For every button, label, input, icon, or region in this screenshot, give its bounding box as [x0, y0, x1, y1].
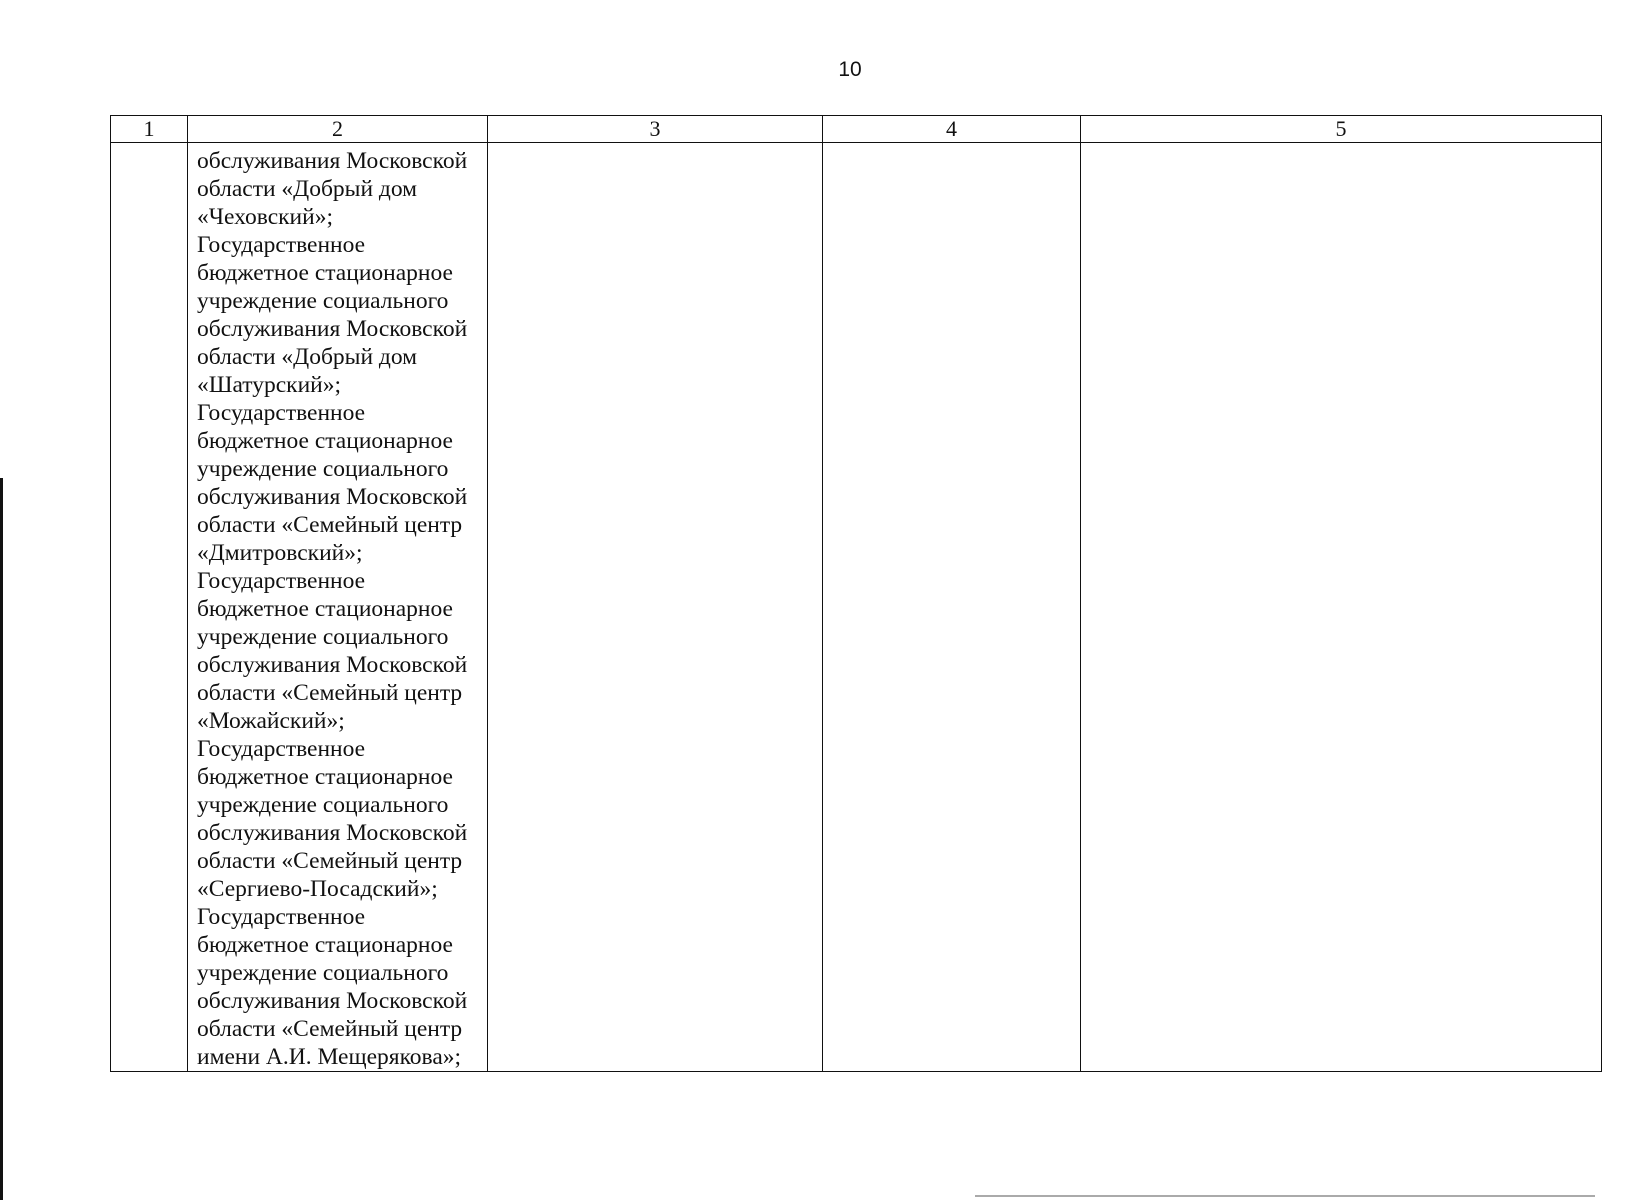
column-header-3: 3	[488, 116, 823, 143]
cell-col3-text	[488, 143, 822, 147]
scan-edge	[0, 478, 3, 1200]
table-header-row	[111, 116, 1602, 143]
column-header-5: 5	[1081, 116, 1602, 143]
cell-col4-text	[823, 143, 1080, 147]
institution-list-text: обслуживания Московской области «Добрый дом «Чеховский»; Государственное бюджетное стационарное учреждение социального обслуживания Московской области «Добрый дом «Шатурский»; Государственное бюджетное стационарное учреждение социального обслуживания Московской области «Семейный центр «Дмитровский»; Государственное бюджетное стационарное учреждение социального обслуживания Московской области «Семейный центр «Можайский»; Государственное бюджетное стационарное учреждение социального обслуживания Московской области «Семейный центр «Сергиево-Посадский»; Государственное бюджетное стационарное учреждение социального обслуживания Московской области «Семейный центр имени А.И. Мещерякова»;	[197, 148, 468, 1070]
table-row	[111, 143, 1602, 1072]
cell-col2	[188, 143, 488, 1072]
column-header-2: 2	[188, 116, 488, 143]
cell-col5	[1081, 143, 1602, 1072]
cell-col4	[823, 143, 1081, 1072]
page-number: 10	[838, 58, 862, 81]
column-header-1: 1	[111, 116, 188, 143]
scan-artifact-line	[975, 1195, 1595, 1197]
column-header-4: 4	[823, 116, 1081, 143]
cell-col1	[111, 143, 188, 1072]
cell-col1-text	[111, 143, 187, 147]
cell-col3	[488, 143, 823, 1072]
cell-col5-text	[1081, 143, 1601, 147]
document-table	[110, 115, 1602, 1072]
